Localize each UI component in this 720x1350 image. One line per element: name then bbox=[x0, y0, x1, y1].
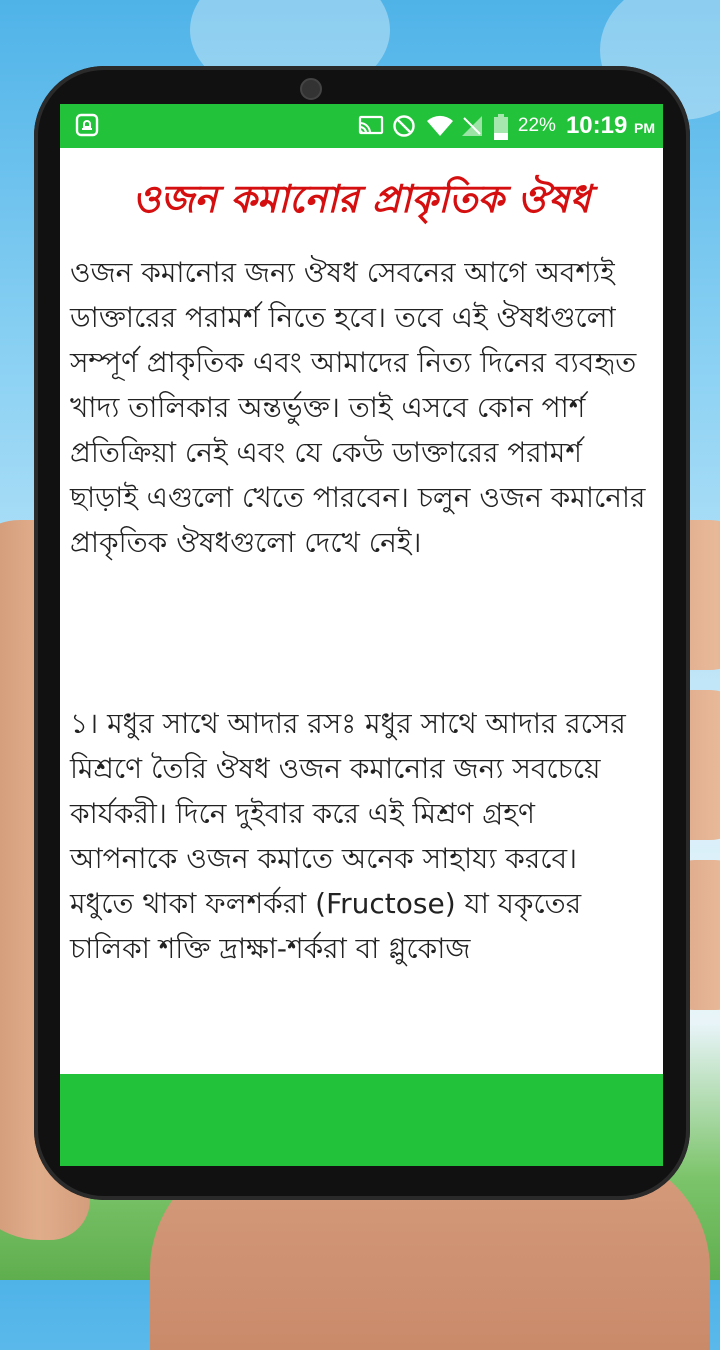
front-camera bbox=[300, 78, 322, 100]
status-icons bbox=[358, 104, 655, 148]
article-intro: ওজন কমানোর জন্য ঔষধ সেবনের আগে অবশ্যই ডাক্তারের পরামর্শ নিতে হবে। তবে এই ঔষধগুলো সম্পূর্ণ প্রাকৃতিক এবং আমাদের নিত্য দিনের ব্যবহৃত খাদ্য তালিকার অন্তর্ভুক্ত। তাই এসবে কোন পার্শ প্রতিক্রিয়া নেই এবং যে কেউ ডাক্তারের পরামর্শ ছাড়াই এগুলো খেতে পারবেন। চলুন ওজন কমানোর প্রাকৃতিক ঔষধগুলো দেখে নেই। bbox=[70, 256, 646, 559]
wifi-icon bbox=[426, 114, 450, 138]
phone-screen bbox=[60, 104, 663, 1166]
article-title: ওজন কমানোর প্রাকৃতিক ঔষধ bbox=[132, 177, 591, 221]
paragraph-spacer bbox=[70, 565, 649, 701]
battery-icon bbox=[494, 114, 508, 138]
clock-suffix: PM bbox=[634, 120, 655, 136]
no-signal-icon bbox=[460, 114, 484, 138]
status-bar bbox=[60, 104, 663, 148]
cast-icon bbox=[358, 114, 382, 138]
article-item-1: ১। মধুর সাথে আদার রসঃ মধুর সাথে আদার রসের মিশ্রণে তৈরি ঔষধ ওজন কমানোর জন্য সবচেয়ে কার্যকরী। দিনে দুইবার করে এই মিশ্রণ গ্রহণ আপনাকে ওজন কমাতে অনেক সাহায্য করবে। মধুতে থাকা ফলশর্করা (Fructose) যা যকৃতের চালিকা শক্তি দ্রাক্ষা-শর্করা বা গ্লুকোজ bbox=[70, 707, 626, 965]
battery-percent: 22% bbox=[517, 115, 556, 136]
notification-icon bbox=[74, 112, 100, 138]
article-body[interactable] bbox=[60, 242, 663, 971]
ad-banner[interactable] bbox=[60, 1074, 663, 1166]
clock bbox=[566, 112, 655, 140]
dnd-icon bbox=[392, 114, 416, 138]
clock-time: 10:19 bbox=[565, 112, 628, 139]
